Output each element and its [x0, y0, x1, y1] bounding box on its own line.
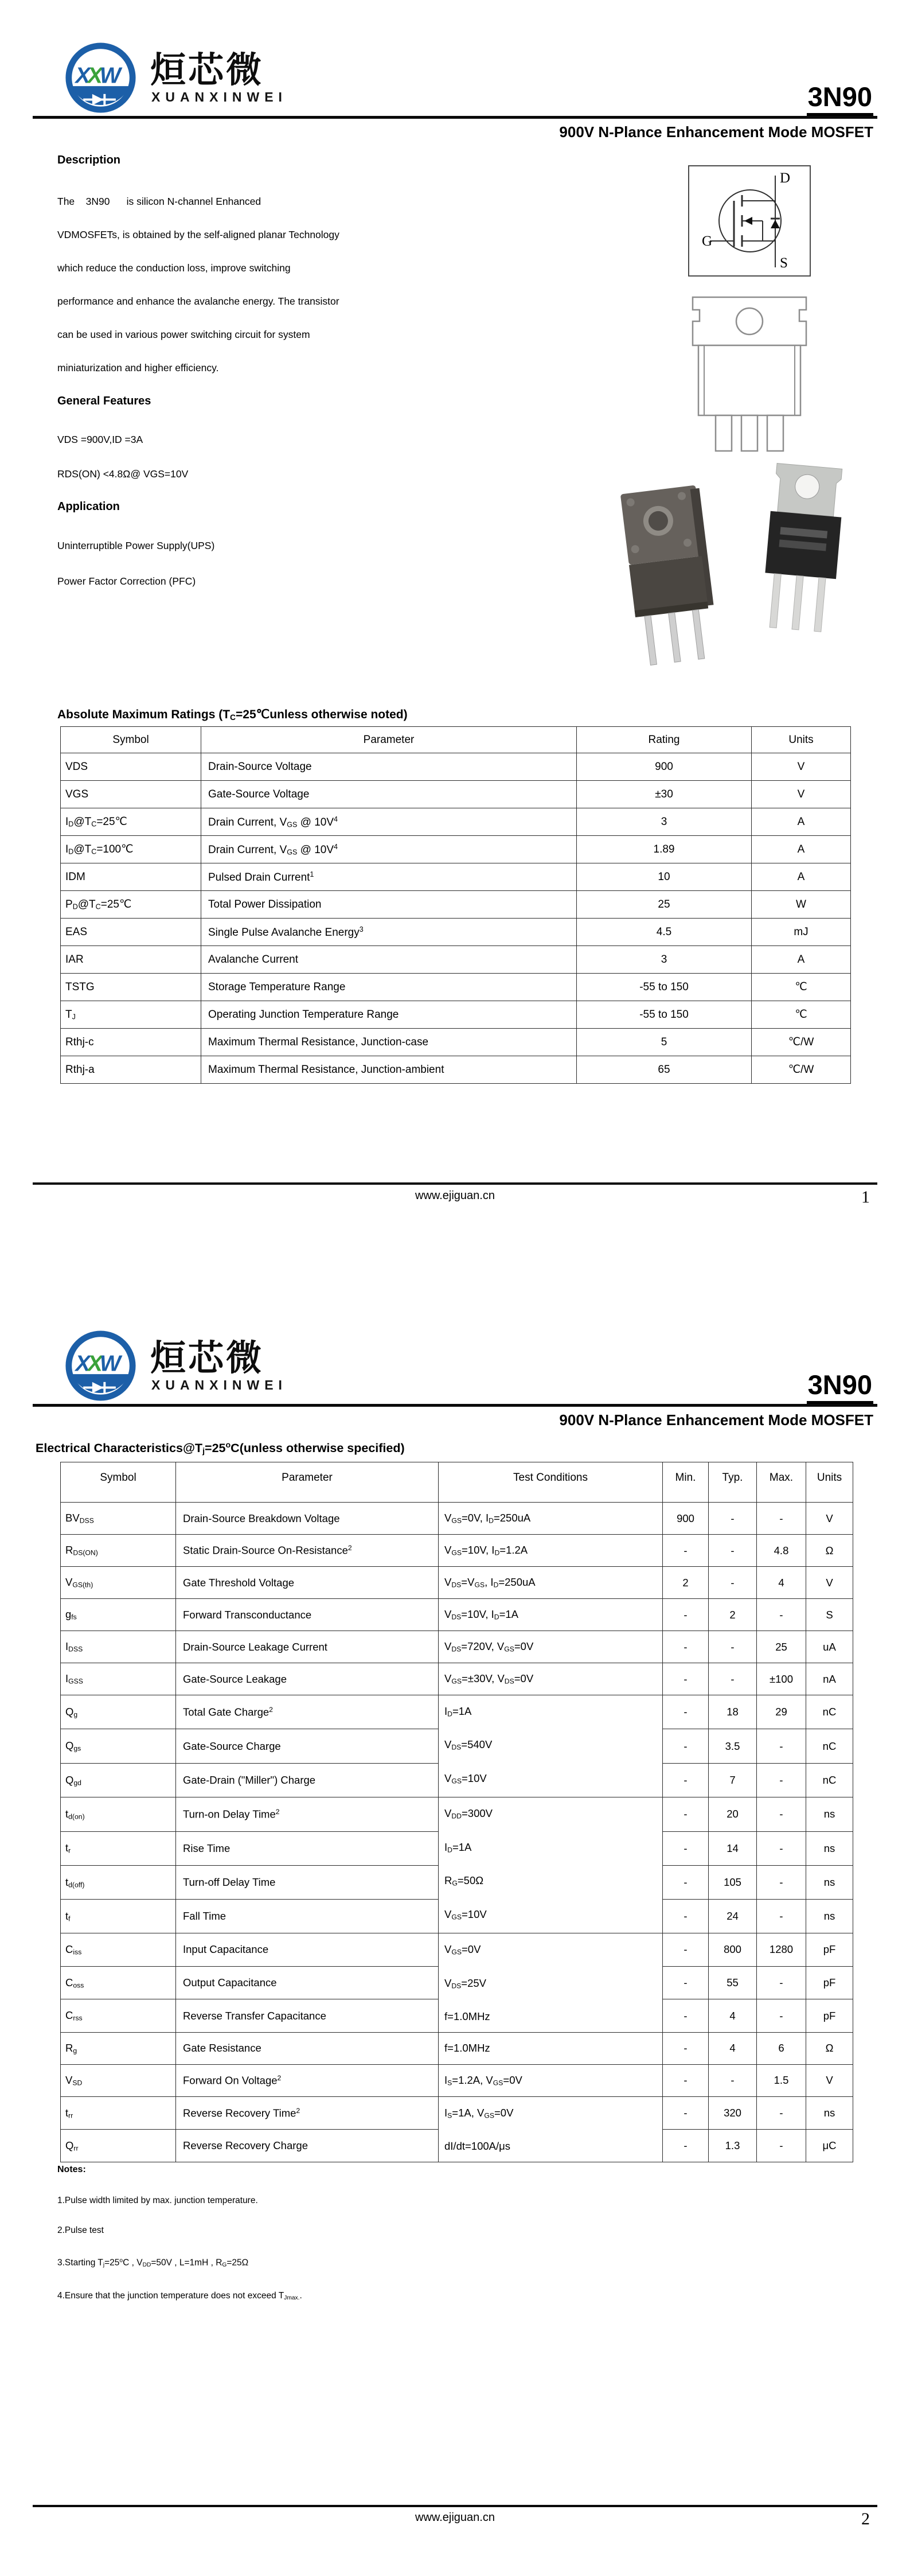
cell-conditions: $V_{DS}=10V$, $I_D=1A$: [439, 1599, 663, 1631]
note-line: 4.Ensure that the junction temperature does not exceed $T_{Jmax.}$.: [57, 2291, 302, 2302]
cell-conditions: $V_{GS}=10V$, $I_D=1.2A$: [439, 1535, 663, 1567]
cell-parameter: Output Capacitance: [176, 1966, 439, 1999]
cell-min: 2: [663, 1567, 709, 1599]
to220-package-icon: [755, 461, 852, 637]
cell-typ: 800: [709, 1933, 757, 1967]
cell-min: -: [663, 1899, 709, 1933]
cell-typ: 4: [709, 1999, 757, 2033]
application-heading: Application: [57, 500, 120, 513]
cell-typ: 320: [709, 2096, 757, 2129]
cell-parameter: Operating Junction Temperature Range: [201, 1001, 577, 1029]
cell-symbol: $R_g$: [61, 2032, 176, 2064]
cell-symbol: $t_f$: [61, 1899, 176, 1933]
cell-rating: 10: [577, 863, 752, 891]
part-number: 3N90: [807, 1369, 873, 1404]
note-line: 1.Pulse width limited by max. junction temperature.: [57, 2196, 258, 2205]
cell-parameter: Fall Time: [176, 1899, 439, 1933]
to220-outline-icon: [687, 294, 812, 454]
cell-parameter: Storage Temperature Range: [201, 974, 577, 1001]
cell-symbol: VDS: [61, 753, 201, 781]
cell-max: -: [757, 1966, 806, 1999]
absolute-maximum-ratings-table: [60, 726, 851, 1084]
cell-parameter: Drain Current, $V_{GS}$ @ $10V^4$: [201, 836, 577, 863]
cell-conditions: $I_S=1A$, $V_{GS}=0V$ dI/dt=100A/μs: [439, 2096, 663, 2162]
cell-units: mJ: [752, 919, 851, 946]
cell-parameter: Gate-Source Leakage: [176, 1663, 439, 1695]
cell-conditions: $V_{GS}=0V$ $V_{DS}=25V$ f=1.0MHz: [439, 1933, 663, 2033]
cell-symbol: $Q_g$: [61, 1695, 176, 1729]
cell-max: -: [757, 1865, 806, 1899]
cell-typ: 24: [709, 1899, 757, 1933]
cell-typ: -: [709, 2064, 757, 2096]
application-text: Uninterruptible Power Supply(UPS) Power Factor Correction (PFC): [57, 540, 215, 587]
cell-min: -: [663, 1797, 709, 1831]
cell-symbol: $g_{fs}$: [61, 1599, 176, 1631]
cell-min: -: [663, 1831, 709, 1865]
cell-symbol: $I_{DSS}$: [61, 1631, 176, 1663]
cell-parameter: Forward On Voltage$^2$: [176, 2064, 439, 2096]
table-row: [61, 891, 851, 919]
cell-units: W: [752, 891, 851, 919]
cell-units: V: [806, 1567, 853, 1599]
cell-min: -: [663, 1865, 709, 1899]
cell-units: ℃: [752, 974, 851, 1001]
table-row: [61, 1933, 853, 1967]
table-header-row: [61, 1462, 853, 1503]
column-header: Min.: [663, 1462, 709, 1503]
cell-min: -: [663, 1663, 709, 1695]
table-row: [61, 1599, 853, 1631]
cell-typ: 18: [709, 1695, 757, 1729]
package-outline-figure: [687, 294, 812, 457]
brand-name-english: XUANXINWEI: [151, 1378, 287, 1392]
cell-max: ±100: [757, 1663, 806, 1695]
cell-typ: -: [709, 1663, 757, 1695]
cell-max: -: [757, 1599, 806, 1631]
column-header: Parameter: [176, 1462, 439, 1503]
cell-parameter: Drain-Source Breakdown Voltage: [176, 1503, 439, 1535]
cell-symbol: Rthj-a: [61, 1056, 201, 1084]
cell-parameter: Reverse Recovery Time$^2$: [176, 2096, 439, 2129]
cell-symbol: $P_D@T_C=25℃$: [61, 891, 201, 919]
cell-min: -: [663, 1999, 709, 2033]
cell-rating: 4.5: [577, 919, 752, 946]
cell-max: -: [757, 2096, 806, 2129]
header-divider: [33, 116, 877, 119]
cell-parameter: Pulsed Drain Current$^1$: [201, 863, 577, 891]
description-heading: Description: [57, 154, 121, 166]
cell-typ: -: [709, 1535, 757, 1567]
footer-divider: [33, 1182, 877, 1185]
cell-symbol: $t_{d(on)}$: [61, 1797, 176, 1831]
cell-typ: 1.3: [709, 2130, 757, 2162]
cell-min: -: [663, 1966, 709, 1999]
logo-mark-icon: [64, 41, 137, 114]
cell-parameter: Reverse Transfer Capacitance: [176, 1999, 439, 2033]
cell-rating: 5: [577, 1029, 752, 1056]
cell-symbol: TSTG: [61, 974, 201, 1001]
column-header: Units: [752, 727, 851, 753]
cell-conditions: $V_{DD}=300V$ $I_D=1A$ $R_G=50\Omega$ $V_{GS}=10V$: [439, 1797, 663, 1933]
cell-symbol: $Q_{rr}$: [61, 2130, 176, 2162]
cell-max: -: [757, 1729, 806, 1763]
cell-symbol: $Q_{gd}$: [61, 1763, 176, 1797]
cell-max: 4.8: [757, 1535, 806, 1567]
electrical-characteristics-caption: Electrical $Characteristics@T_j=25^oC(unless$ otherwise specified): [36, 1441, 405, 1456]
features-heading: General Features: [57, 395, 151, 407]
cell-parameter: Input Capacitance: [176, 1933, 439, 1967]
cell-parameter: Single Pulse Avalanche Energy$^3$: [201, 919, 577, 946]
table-row: [61, 1503, 853, 1535]
cell-parameter: Static Drain-Source On-Resistance$^2$: [176, 1535, 439, 1567]
cell-min: 900: [663, 1503, 709, 1535]
cell-symbol: IDM: [61, 863, 201, 891]
cell-units: ℃: [752, 1001, 851, 1029]
cell-units: V: [806, 1503, 853, 1535]
mosfet-symbol-icon: [689, 166, 807, 273]
cell-max: 6: [757, 2032, 806, 2064]
cell-units: nC: [806, 1695, 853, 1729]
cell-min: -: [663, 1631, 709, 1663]
cell-symbol: $T_J$: [61, 1001, 201, 1029]
column-header: Test Conditions: [439, 1462, 663, 1503]
ratings-caption: Absolute Maximum Ratings ($T_C=25℃unless$ otherwise noted): [57, 708, 408, 722]
table-row: [61, 2064, 853, 2096]
footer-url: www.ejiguan.cn: [415, 1189, 495, 1202]
cell-min: -: [663, 1933, 709, 1967]
svg-text:XXW: XXW: [75, 1351, 118, 1376]
cell-parameter: Drain-Source Voltage: [201, 753, 577, 781]
cell-parameter: Turn-on Delay Time$^2$: [176, 1797, 439, 1831]
cell-units: ns: [806, 1831, 853, 1865]
cell-parameter: Total Power Dissipation: [201, 891, 577, 919]
cell-symbol: $t_{d(off)}$: [61, 1865, 176, 1899]
table-row: [61, 1695, 853, 1729]
cell-conditions: $V_{GS}=0V$, $I_D=250uA$: [439, 1503, 663, 1535]
cell-symbol: $t_{rr}$: [61, 2096, 176, 2129]
cell-parameter: Gate-Drain ("Miller") Charge: [176, 1763, 439, 1797]
cell-symbol: IAR: [61, 946, 201, 974]
table-row: [61, 2096, 853, 2129]
cell-parameter: Maximum Thermal Resistance, Junction-ambient: [201, 1056, 577, 1084]
cell-typ: 2: [709, 1599, 757, 1631]
cell-max: -: [757, 1763, 806, 1797]
cell-parameter: Turn-off Delay Time: [176, 1865, 439, 1899]
table-row: [61, 1029, 851, 1056]
table-row: [61, 974, 851, 1001]
to220f-package-icon: [615, 482, 725, 670]
cell-max: -: [757, 1831, 806, 1865]
cell-min: -: [663, 1763, 709, 1797]
table-row: [61, 946, 851, 974]
svg-text:XXW: XXW: [75, 63, 118, 88]
cell-parameter: Drain Current, $V_{GS}$ @ $10V^4$: [201, 808, 577, 836]
column-header: Max.: [757, 1462, 806, 1503]
cell-units: V: [752, 781, 851, 808]
table-row: [61, 1056, 851, 1084]
cell-rating: ±30: [577, 781, 752, 808]
cell-symbol: VGS: [61, 781, 201, 808]
page-2: [0, 1288, 910, 2576]
gate-label: G: [702, 234, 713, 249]
cell-parameter: Rise Time: [176, 1831, 439, 1865]
cell-units: A: [752, 808, 851, 836]
cell-symbol: $V_{SD}$: [61, 2064, 176, 2096]
electrical-characteristics-table: [60, 1462, 853, 2162]
cell-typ: 20: [709, 1797, 757, 1831]
cell-max: 1.5: [757, 2064, 806, 2096]
cell-min: -: [663, 2064, 709, 2096]
cell-min: -: [663, 1729, 709, 1763]
cell-units: A: [752, 836, 851, 863]
cell-units: Ω: [806, 2032, 853, 2064]
table-row: [61, 1567, 853, 1599]
cell-parameter: Forward Transconductance: [176, 1599, 439, 1631]
cell-units: nC: [806, 1729, 853, 1763]
cell-max: -: [757, 2130, 806, 2162]
cell-rating: 65: [577, 1056, 752, 1084]
table-row: [61, 808, 851, 836]
cell-min: -: [663, 2032, 709, 2064]
cell-parameter: Drain-Source Leakage Current: [176, 1631, 439, 1663]
cell-units: V: [806, 2064, 853, 2096]
cell-rating: 3: [577, 946, 752, 974]
cell-min: -: [663, 1535, 709, 1567]
cell-max: -: [757, 1797, 806, 1831]
cell-min: -: [663, 1695, 709, 1729]
cell-units: Ω: [806, 1535, 853, 1567]
cell-rating: 3: [577, 808, 752, 836]
cell-typ: 3.5: [709, 1729, 757, 1763]
table-row: [61, 753, 851, 781]
cell-parameter: Gate Threshold Voltage: [176, 1567, 439, 1599]
cell-parameter: Gate-Source Voltage: [201, 781, 577, 808]
cell-min: -: [663, 2130, 709, 2162]
table-row: [61, 1631, 853, 1663]
cell-units: ns: [806, 1865, 853, 1899]
cell-units: A: [752, 863, 851, 891]
cell-parameter: Maximum Thermal Resistance, Junction-case: [201, 1029, 577, 1056]
cell-units: S: [806, 1599, 853, 1631]
table-row: [61, 919, 851, 946]
cell-units: V: [752, 753, 851, 781]
page-title: 900V N-Plance Enhancement Mode MOSFET: [559, 123, 873, 141]
column-header: Typ.: [709, 1462, 757, 1503]
table-row: [61, 1001, 851, 1029]
cell-units: ns: [806, 1797, 853, 1831]
cell-parameter: Avalanche Current: [201, 946, 577, 974]
part-number: 3N90: [807, 81, 873, 116]
cell-symbol: Rthj-c: [61, 1029, 201, 1056]
cell-symbol: $V_{GS(th)}$: [61, 1567, 176, 1599]
column-header: Symbol: [61, 1462, 176, 1503]
cell-typ: 105: [709, 1865, 757, 1899]
description-text: The 3N90 is silicon N-channel Enhanced VDMOSFETs, is obtained by the self-aligned planar Technology which reduce the conduction loss, improve switching performance and enhance the avalanche energy. The transistor can be used in various power switching circuit for system miniaturization and higher efficiency.: [57, 196, 339, 373]
brand-name-english: XUANXINWEI: [151, 90, 287, 104]
source-label: S: [780, 255, 788, 271]
cell-conditions: $V_{DS}=V_{GS}$, $I_D=250uA$: [439, 1567, 663, 1599]
cell-parameter: Reverse Recovery Charge: [176, 2130, 439, 2162]
cell-typ: 55: [709, 1966, 757, 1999]
cell-conditions: $I_D=1A$ $V_{DS}=540V$ $V_{GS}=10V$: [439, 1695, 663, 1797]
brand-name-chinese: 烜芯微: [150, 1338, 264, 1378]
features-text: VDS =900V,ID =3A RDS(ON) <4.8Ω@ VGS=10V: [57, 434, 189, 480]
table-row: [61, 1663, 853, 1695]
cell-symbol: $BV_{DSS}$: [61, 1503, 176, 1535]
page-title: 900V N-Plance Enhancement Mode MOSFET: [559, 1411, 873, 1429]
cell-parameter: Gate Resistance: [176, 2032, 439, 2064]
cell-typ: 4: [709, 2032, 757, 2064]
cell-symbol: $I_{GSS}$: [61, 1663, 176, 1695]
table-row: [61, 2032, 853, 2064]
company-logo: [64, 1329, 385, 1404]
cell-parameter: Total Gate Charge$^2$: [176, 1695, 439, 1729]
cell-min: -: [663, 2096, 709, 2129]
cell-max: -: [757, 1503, 806, 1535]
cell-conditions: f=1.0MHz: [439, 2032, 663, 2064]
cell-max: -: [757, 1999, 806, 2033]
mosfet-symbol-figure: [688, 165, 811, 277]
page-number: 1: [861, 1188, 870, 1207]
cell-symbol: EAS: [61, 919, 201, 946]
table-row: [61, 863, 851, 891]
table-header-row: [61, 727, 851, 753]
cell-units: A: [752, 946, 851, 974]
cell-units: uA: [806, 1631, 853, 1663]
cell-typ: -: [709, 1631, 757, 1663]
brand-name-chinese: 烜芯微: [150, 50, 264, 90]
cell-typ: 7: [709, 1763, 757, 1797]
cell-units: pF: [806, 1966, 853, 1999]
cell-units: pF: [806, 1999, 853, 2033]
cell-symbol: $R_{DS(ON)}$: [61, 1535, 176, 1567]
cell-max: -: [757, 1899, 806, 1933]
column-header: Rating: [577, 727, 752, 753]
drain-label: D: [780, 170, 791, 186]
cell-rating: -55 to 150: [577, 1001, 752, 1029]
package-photo-to220: [754, 461, 852, 640]
column-header: Symbol: [61, 727, 201, 753]
cell-rating: 25: [577, 891, 752, 919]
cell-max: 1280: [757, 1933, 806, 1967]
cell-units: pF: [806, 1933, 853, 1967]
header-divider: [33, 1404, 877, 1407]
cell-conditions: $V_{GS}=\pm 30V$, $V_{DS}=0V$: [439, 1663, 663, 1695]
cell-max: 25: [757, 1631, 806, 1663]
table-row: [61, 836, 851, 863]
footer-url: www.ejiguan.cn: [415, 2511, 495, 2524]
cell-rating: -55 to 150: [577, 974, 752, 1001]
company-logo: [64, 41, 385, 116]
cell-max: 29: [757, 1695, 806, 1729]
column-header: Parameter: [201, 727, 577, 753]
notes-heading: Notes:: [57, 2165, 86, 2174]
cell-symbol: $C_{rss}$: [61, 1999, 176, 2033]
cell-symbol: $I_D@T_C=25℃$: [61, 808, 201, 836]
note-line: 2.Pulse test: [57, 2225, 104, 2235]
cell-typ: -: [709, 1567, 757, 1599]
page-number: 2: [861, 2509, 870, 2528]
cell-units: ℃/W: [752, 1056, 851, 1084]
note-line: 3.Starting $T_j=25^oC$ , $V_{DD}=50V$ , L=1mH , $R_G=25\Omega$: [57, 2258, 249, 2268]
cell-conditions: $I_S=1.2A$, $V_{GS}=0V$: [439, 2064, 663, 2096]
table-row: [61, 781, 851, 808]
cell-units: ns: [806, 1899, 853, 1933]
cell-symbol: $t_r$: [61, 1831, 176, 1865]
cell-max: 4: [757, 1567, 806, 1599]
package-photo-to220f: [615, 482, 725, 672]
column-header: Units: [806, 1462, 853, 1503]
cell-symbol: $C_{iss}$: [61, 1933, 176, 1967]
footer-divider: [33, 2505, 877, 2507]
cell-symbol: $C_{oss}$: [61, 1966, 176, 1999]
table-row: [61, 1535, 853, 1567]
cell-rating: 1.89: [577, 836, 752, 863]
cell-typ: -: [709, 1503, 757, 1535]
cell-rating: 900: [577, 753, 752, 781]
cell-min: -: [663, 1599, 709, 1631]
cell-conditions: $V_{DS}=720V$, $V_{GS}=0V$: [439, 1631, 663, 1663]
cell-symbol: $I_D@T_C=100℃$: [61, 836, 201, 863]
cell-typ: 14: [709, 1831, 757, 1865]
cell-units: μC: [806, 2130, 853, 2162]
cell-units: nA: [806, 1663, 853, 1695]
cell-parameter: Gate-Source Charge: [176, 1729, 439, 1763]
cell-units: ns: [806, 2096, 853, 2129]
table-row: [61, 1797, 853, 1831]
cell-symbol: $Q_{gs}$: [61, 1729, 176, 1763]
cell-units: ℃/W: [752, 1029, 851, 1056]
cell-units: nC: [806, 1763, 853, 1797]
logo-mark-icon: [64, 1329, 137, 1402]
